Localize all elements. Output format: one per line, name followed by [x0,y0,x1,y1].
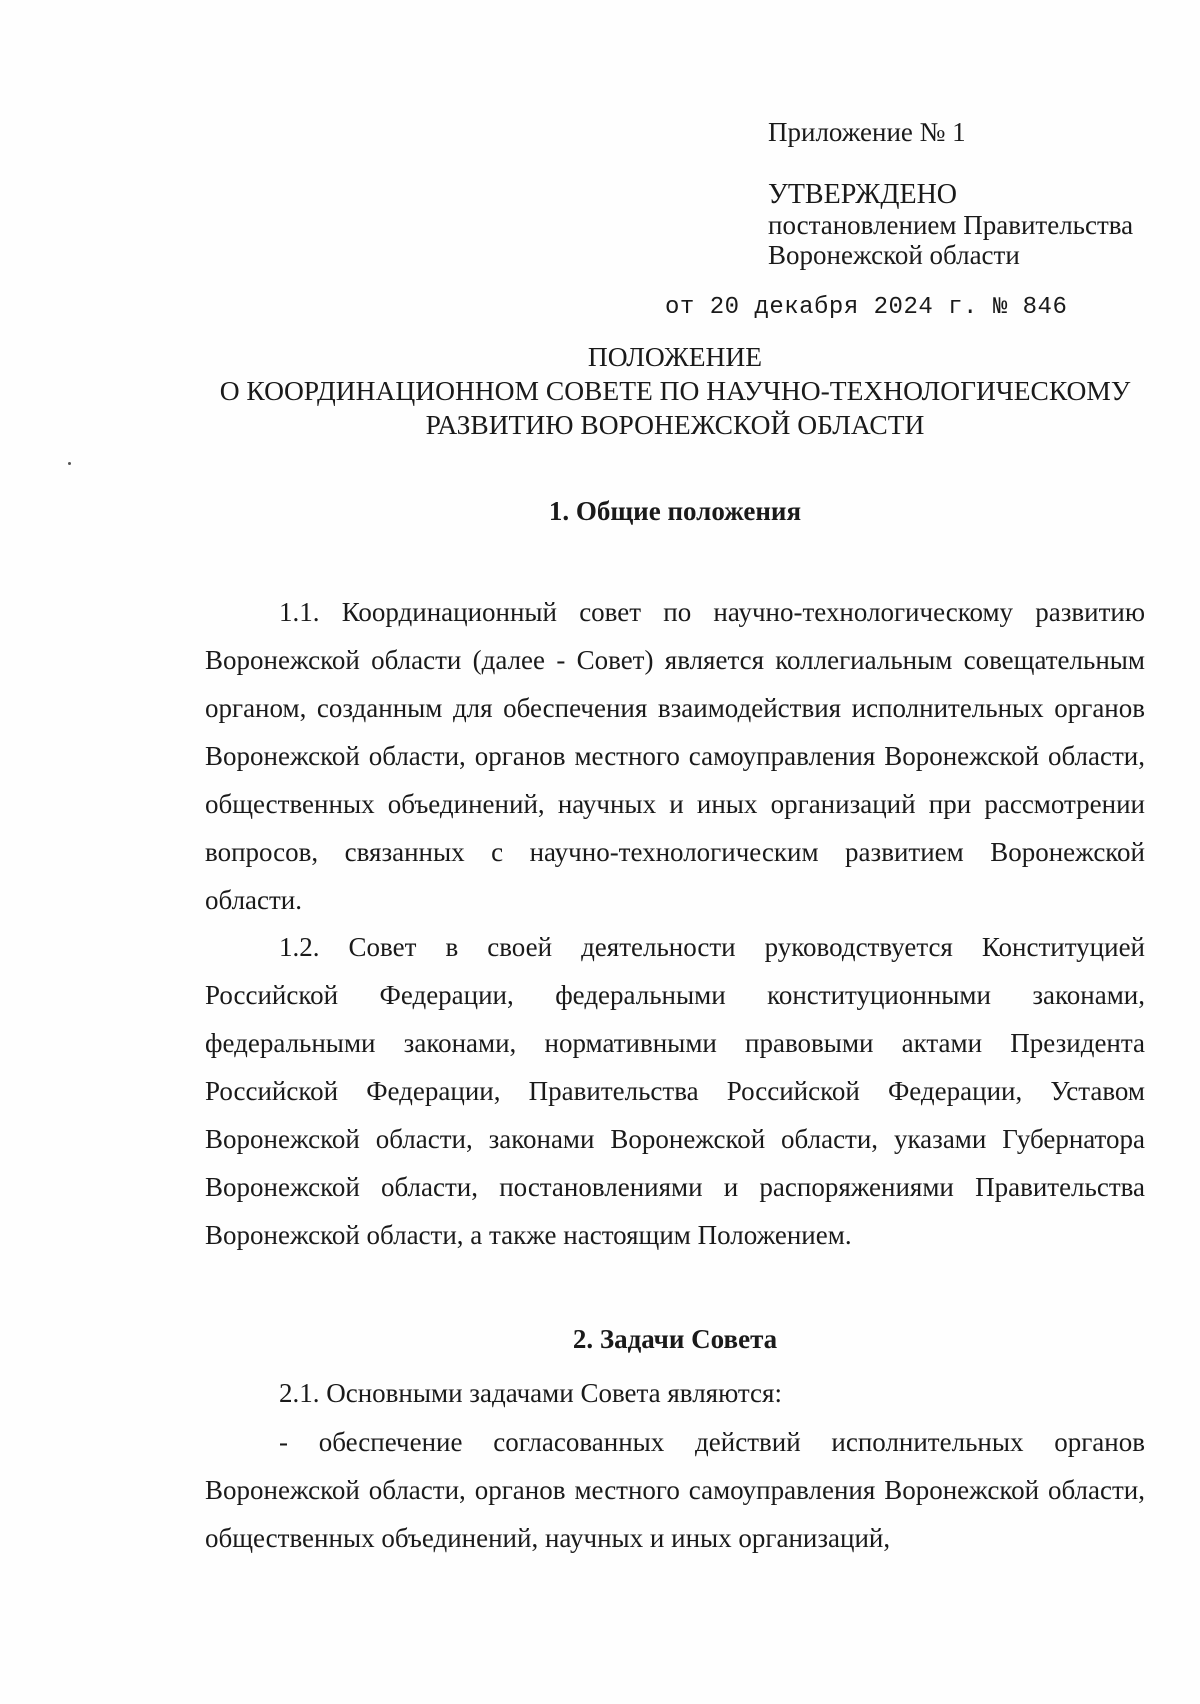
paragraph-2-1-item: - обеспечение согласованных действий исполнительных органов Воронежской области, органов местного самоуправления Воронежской области, общественных объединений, научных и иных организаций, [205,1427,1145,1553]
title-line3: РАЗВИТИЮ ВОРОНЕЖСКОЙ ОБЛАСТИ [425,409,925,440]
scan-speck [68,462,71,465]
approval-block [768,180,1133,270]
paragraph-1-1: 1.1. Координационный совет по научно-технологическому развитию Воронежской области (далее - Совет) является коллегиальным совещательным органом, созданным для обеспечения взаимодействия исполнительных органов Воронежской области, органов местного самоуправления Воронежской области, общественных объединений, научных и иных организаций при рассмотрении вопросов, связанных с научно-технологическим развитием Воронежской области. [205,597,1145,915]
section-heading-2: 2. Задачи Совета [572,1324,778,1354]
document-title [150,340,1200,442]
paragraph-1-2: 1.2. Совет в своей деятельности руководствуется Конституцией Российской Федерации, федеральными конституционными законами, федеральными законами, нормативными правовыми актами Президента Российской Федерации, Правительства Российской Федерации, Уставом Воронежской области, законами Воронежской области, указами Губернатора Воронежской области, постановлениями и распоряжениями Правительства Воронежской области, а также настоящим Положением. [205,932,1145,1250]
title-line2: О КООРДИНАЦИОННОМ СОВЕТЕ ПО НАУЧНО-ТЕХНОЛОГИЧЕСКОМУ [219,375,1131,406]
approved-by-line1: постановлением Правительства [768,210,1134,240]
approved-stamp: УТВЕРЖДЕНО [768,179,958,210]
paragraph-2-1: 2.1. Основными задачами Совета являются: [279,1378,782,1408]
appendix-label: Приложение № 1 [768,117,966,147]
approved-by-line2: Воронежской области [768,240,1020,270]
decree-date-number: от 20 декабря 2024 г. № 846 [665,294,1068,321]
section-heading-1: 1. Общие положения [548,496,802,526]
title-line1: ПОЛОЖЕНИЕ [587,341,763,372]
